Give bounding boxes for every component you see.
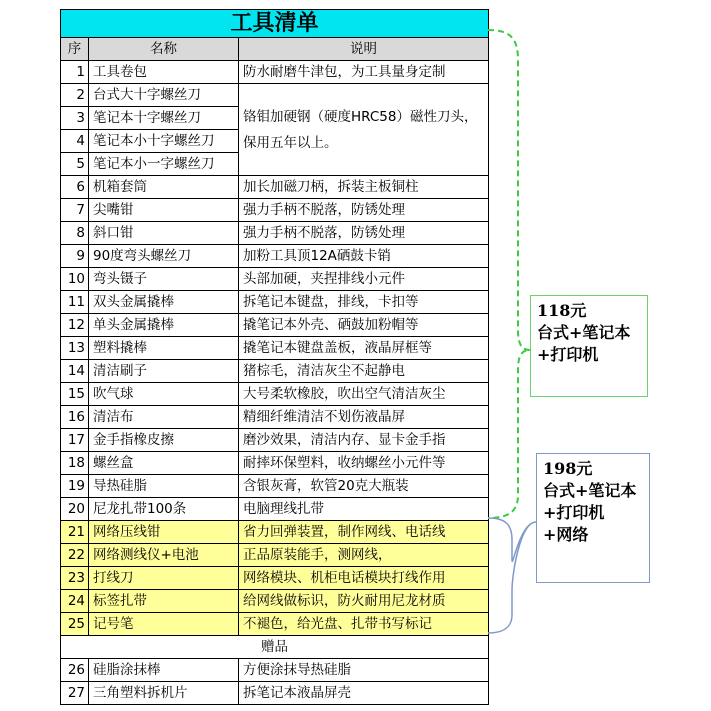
- table-row: [61, 383, 489, 406]
- row-number: 13: [61, 337, 89, 360]
- row-name: 机箱套筒: [89, 176, 239, 199]
- table-row: [61, 521, 489, 544]
- row-name: 螺丝盒: [89, 452, 239, 475]
- row-desc: 加粉工具顶12A硒鼓卡销: [239, 245, 489, 268]
- row-desc: 磨沙效果，清洁内存、显卡金手指: [239, 429, 489, 452]
- table-row: [61, 590, 489, 613]
- row-name: 导热硅脂: [89, 475, 239, 498]
- table-row: [61, 61, 489, 84]
- table-row: [61, 429, 489, 452]
- gift-label: 赠品: [61, 636, 489, 659]
- bracket-198-icon: [488, 518, 536, 633]
- row-name: 吹气球: [89, 383, 239, 406]
- table-row: [61, 245, 489, 268]
- row-number: 8: [61, 222, 89, 245]
- row-desc: 电脑理线扎带: [239, 498, 489, 521]
- row-name: 网络测线仪+电池: [89, 544, 239, 567]
- row-name: 清洁刷子: [89, 360, 239, 383]
- table-row: [61, 291, 489, 314]
- row-name: 工具卷包: [89, 61, 239, 84]
- row-number: 3: [61, 107, 89, 130]
- row-desc: 头部加硬，夹捏排线小元件: [239, 268, 489, 291]
- header-desc: 说明: [239, 38, 489, 61]
- row-desc: 撬笔记本键盘盖板，液晶屏框等: [239, 337, 489, 360]
- row-desc: 拆笔记本液晶屏壳: [239, 682, 489, 705]
- table-row: [61, 567, 489, 590]
- row-desc: 精细纤维清洁不划伤液晶屏: [239, 406, 489, 429]
- row-number: 6: [61, 176, 89, 199]
- header-name: 名称: [89, 38, 239, 61]
- row-name: 斜口钳: [89, 222, 239, 245]
- row-number: 18: [61, 452, 89, 475]
- package-118-price: 118元: [537, 301, 587, 320]
- table-row: [61, 222, 489, 245]
- row-desc: 正品原装能手，测网线，: [239, 544, 489, 567]
- row-name: 笔记本十字螺丝刀: [89, 107, 239, 130]
- row-desc: 加长加磁刀柄，拆装主板铜柱: [239, 176, 489, 199]
- package-198-line-2: +打印机: [543, 503, 605, 522]
- table-row: [61, 452, 489, 475]
- table-row: [61, 337, 489, 360]
- row-name: 清洁布: [89, 406, 239, 429]
- table-row: [61, 84, 489, 107]
- row-name: 三角塑料拆机片: [89, 682, 239, 705]
- row-name: 打线刀: [89, 567, 239, 590]
- row-number: 11: [61, 291, 89, 314]
- row-desc: 含银灰膏，软管20克大瓶装: [239, 475, 489, 498]
- row-number: 19: [61, 475, 89, 498]
- row-desc: 强力手柄不脱落，防锈处理: [239, 199, 489, 222]
- table-row: [61, 360, 489, 383]
- table-row: [61, 613, 489, 636]
- gift-section-row: [61, 636, 489, 659]
- package-198-line-3: +网络: [543, 525, 589, 544]
- row-number: 1: [61, 61, 89, 84]
- row-name: 硅脂涂抹棒: [89, 659, 239, 682]
- row-name: 塑料撬棒: [89, 337, 239, 360]
- tool-list-table: [60, 9, 489, 705]
- row-name: 记号笔: [89, 613, 239, 636]
- row-desc: 方便涂抹导热硅脂: [239, 659, 489, 682]
- row-number: 2: [61, 84, 89, 107]
- row-desc: 强力手柄不脱落，防锈处理: [239, 222, 489, 245]
- row-number: 25: [61, 613, 89, 636]
- row-name: 标签扎带: [89, 590, 239, 613]
- row-name: 金手指橡皮擦: [89, 429, 239, 452]
- row-desc-merged: 铬钼加硬钢（硬度HRC58）磁性刀头，保用五年以上。: [239, 84, 489, 176]
- table-title: 工具清单: [61, 10, 489, 38]
- row-name: 尖嘴钳: [89, 199, 239, 222]
- table-row: [61, 199, 489, 222]
- row-number: 24: [61, 590, 89, 613]
- row-desc: 撬笔记本外壳、硒鼓加粉帽等: [239, 314, 489, 337]
- row-number: 12: [61, 314, 89, 337]
- table-row: [61, 498, 489, 521]
- table-row: [61, 268, 489, 291]
- row-number: 7: [61, 199, 89, 222]
- row-name: 台式大十字螺丝刀: [89, 84, 239, 107]
- table-row: [61, 314, 489, 337]
- row-name: 90度弯头螺丝刀: [89, 245, 239, 268]
- table-row: [61, 406, 489, 429]
- row-number: 15: [61, 383, 89, 406]
- row-desc: 大号柔软橡胶，吹出空气清洁灰尘: [239, 383, 489, 406]
- row-number: 27: [61, 682, 89, 705]
- row-desc: 拆笔记本键盘，排线，卡扣等: [239, 291, 489, 314]
- row-name: 网络压线钳: [89, 521, 239, 544]
- row-number: 26: [61, 659, 89, 682]
- header-no: 序: [61, 38, 89, 61]
- row-desc: 省力回弹装置，制作网线、电话线: [239, 521, 489, 544]
- row-number: 4: [61, 130, 89, 153]
- table-row: [61, 176, 489, 199]
- package-118-note: [530, 295, 648, 397]
- row-desc: 防水耐磨牛津包，为工具量身定制: [239, 61, 489, 84]
- table-row: [61, 544, 489, 567]
- row-name: 双头金属撬棒: [89, 291, 239, 314]
- row-number: 14: [61, 360, 89, 383]
- package-198-line-1: 台式+笔记本: [543, 481, 637, 500]
- table-row: [61, 682, 489, 705]
- package-198-price: 198元: [543, 459, 593, 478]
- row-name: 笔记本小十字螺丝刀: [89, 130, 239, 153]
- row-name: 弯头镊子: [89, 268, 239, 291]
- row-desc: 给网线做标识，防火耐用尼龙材质: [239, 590, 489, 613]
- row-desc: 猪棕毛，清洁灰尘不起静电: [239, 360, 489, 383]
- row-name: 笔记本小一字螺丝刀: [89, 153, 239, 176]
- package-118-line-1: 台式+笔记本: [537, 323, 631, 342]
- row-number: 9: [61, 245, 89, 268]
- row-number: 17: [61, 429, 89, 452]
- table-row: [61, 475, 489, 498]
- package-198-note: [536, 453, 650, 583]
- row-number: 10: [61, 268, 89, 291]
- row-number: 21: [61, 521, 89, 544]
- row-number: 5: [61, 153, 89, 176]
- row-number: 16: [61, 406, 89, 429]
- bracket-118-icon: [488, 30, 530, 518]
- row-desc: 不褪色，给光盘、扎带书写标记: [239, 613, 489, 636]
- row-desc: 网络模块、机柜电话模块打线作用: [239, 567, 489, 590]
- row-number: 22: [61, 544, 89, 567]
- header-row: [61, 38, 489, 61]
- row-name: 单头金属撬棒: [89, 314, 239, 337]
- package-118-line-2: +打印机: [537, 345, 599, 364]
- row-desc: 耐摔环保塑料，收纳螺丝小元件等: [239, 452, 489, 475]
- table-row: [61, 659, 489, 682]
- row-number: 20: [61, 498, 89, 521]
- row-name: 尼龙扎带100条: [89, 498, 239, 521]
- row-number: 23: [61, 567, 89, 590]
